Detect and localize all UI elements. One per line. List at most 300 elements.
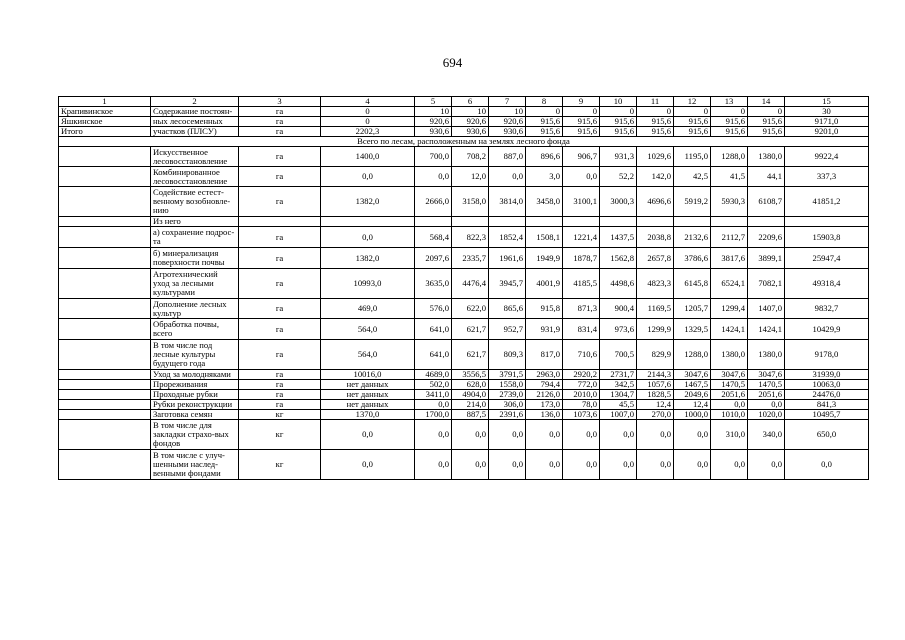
value-cell: 772,0	[563, 380, 600, 390]
value-cell: 0,0	[637, 420, 674, 450]
value-cell: 5930,3	[711, 187, 748, 217]
value-cell: нет данных	[321, 390, 415, 400]
table-row	[59, 390, 869, 400]
unit: га	[239, 319, 321, 340]
value-cell: 310,0	[711, 420, 748, 450]
value-cell: 628,0	[452, 380, 489, 390]
value-cell: 0,0	[452, 420, 489, 450]
value-cell: 817,0	[526, 340, 563, 370]
empty-cell	[59, 269, 151, 299]
value-cell: 2038,8	[637, 227, 674, 248]
value-cell	[785, 217, 869, 227]
value-cell: 1205,7	[674, 299, 711, 319]
value-cell: 214,0	[452, 400, 489, 410]
value-cell: 469,0	[321, 299, 415, 319]
value-cell: 10016,0	[321, 370, 415, 380]
value-cell: 1407,0	[748, 299, 785, 319]
value-cell: 2731,7	[600, 370, 637, 380]
value-cell: 896,6	[526, 147, 563, 167]
activity-name: Уход за молодняками	[151, 370, 239, 380]
table-row	[59, 107, 869, 117]
value-cell: 641,0	[415, 319, 452, 340]
value-cell: 2666,0	[415, 187, 452, 217]
activity-name: В том числе для закладки страхо-вых фондов	[151, 420, 239, 450]
value-cell: 25947,4	[785, 248, 869, 269]
value-cell: 6524,1	[711, 269, 748, 299]
value-cell: 4689,0	[415, 370, 452, 380]
value-cell: 24476,0	[785, 390, 869, 400]
empty-cell	[59, 410, 151, 420]
value-cell: 41851,2	[785, 187, 869, 217]
activity-name: Рубки реконструкции	[151, 400, 239, 410]
section-row	[59, 137, 869, 147]
value-cell: 0,0	[748, 400, 785, 410]
value-cell: 0,0	[563, 167, 600, 187]
activity-name: Агротехнический уход за лесными культурами	[151, 269, 239, 299]
value-cell: 650,0	[785, 420, 869, 450]
value-cell: нет данных	[321, 380, 415, 390]
table-row	[59, 227, 869, 248]
value-cell: 0,0	[785, 450, 869, 480]
value-cell: 1020,0	[748, 410, 785, 420]
value-cell: 708,2	[452, 147, 489, 167]
value-cell: 900,4	[600, 299, 637, 319]
value-cell: 9832,7	[785, 299, 869, 319]
value-cell: 9171,0	[785, 117, 869, 127]
value-cell: 1010,0	[711, 410, 748, 420]
column-number: 2	[151, 97, 239, 107]
value-cell: 0,0	[321, 420, 415, 450]
table-row	[59, 269, 869, 299]
value-cell	[748, 217, 785, 227]
value-cell: 44,1	[748, 167, 785, 187]
table-row	[59, 410, 869, 420]
value-cell: 3158,0	[452, 187, 489, 217]
value-cell: 340,0	[748, 420, 785, 450]
value-cell: 3945,7	[489, 269, 526, 299]
value-cell: 0,0	[674, 450, 711, 480]
value-cell: 930,6	[452, 127, 489, 137]
value-cell	[489, 217, 526, 227]
activity-name: Заготовка семян	[151, 410, 239, 420]
value-cell: 1007,0	[600, 410, 637, 420]
district-name: Яшкинское	[59, 117, 151, 127]
value-cell: 270,0	[637, 410, 674, 420]
value-cell: 10	[415, 107, 452, 117]
table-row	[59, 127, 869, 137]
value-cell: 920,6	[415, 117, 452, 127]
unit: га	[239, 167, 321, 187]
value-cell	[637, 217, 674, 227]
value-cell	[452, 217, 489, 227]
value-cell: 621,7	[452, 340, 489, 370]
unit: га	[239, 370, 321, 380]
value-cell: 1029,6	[637, 147, 674, 167]
empty-cell	[59, 227, 151, 248]
activity-name: Искусственное лесовосстановление	[151, 147, 239, 167]
value-cell: 2657,8	[637, 248, 674, 269]
value-cell: 952,7	[489, 319, 526, 340]
value-cell: 4696,6	[637, 187, 674, 217]
value-cell: 915,6	[600, 127, 637, 137]
value-cell: 337,3	[785, 167, 869, 187]
unit: га	[239, 299, 321, 319]
empty-cell	[59, 340, 151, 370]
activity-name: В том числе с улуч-шенными наслед-венными фондами	[151, 450, 239, 480]
value-cell: 0	[711, 107, 748, 117]
value-cell: 1380,0	[748, 340, 785, 370]
table-row	[59, 380, 869, 390]
value-cell: 2202,3	[321, 127, 415, 137]
value-cell: 2049,6	[674, 390, 711, 400]
table-row	[59, 400, 869, 410]
activity-name: Содержание постоян-	[151, 107, 239, 117]
value-cell: 920,6	[452, 117, 489, 127]
value-cell: 12,0	[452, 167, 489, 187]
value-cell: 6145,8	[674, 269, 711, 299]
value-cell: 3458,0	[526, 187, 563, 217]
value-cell: 2097,6	[415, 248, 452, 269]
value-cell: 1299,9	[637, 319, 674, 340]
value-cell: 1508,1	[526, 227, 563, 248]
value-cell: 0,0	[321, 227, 415, 248]
column-number: 13	[711, 97, 748, 107]
unit: га	[239, 117, 321, 127]
unit: га	[239, 269, 321, 299]
value-cell: 0,0	[748, 450, 785, 480]
value-cell: 1299,4	[711, 299, 748, 319]
value-cell: 1558,0	[489, 380, 526, 390]
value-cell: 1221,4	[563, 227, 600, 248]
column-number: 8	[526, 97, 563, 107]
value-cell: 1288,0	[711, 147, 748, 167]
value-cell: 1380,0	[711, 340, 748, 370]
empty-cell	[59, 450, 151, 480]
value-cell: 1700,0	[415, 410, 452, 420]
value-cell: 173,0	[526, 400, 563, 410]
value-cell: 0,0	[711, 400, 748, 410]
unit: кг	[239, 420, 321, 450]
value-cell: 1000,0	[674, 410, 711, 420]
table-row	[59, 340, 869, 370]
value-cell: 930,6	[415, 127, 452, 137]
activity-name: В том числе под лесные культуры будущего года	[151, 340, 239, 370]
value-cell: 0	[321, 117, 415, 127]
value-cell: 865,6	[489, 299, 526, 319]
value-cell: 4476,4	[452, 269, 489, 299]
table-row	[59, 167, 869, 187]
value-cell: 0,0	[674, 420, 711, 450]
unit: га	[239, 127, 321, 137]
unit: га	[239, 390, 321, 400]
page-number: 694	[442, 55, 463, 70]
value-cell: 12,4	[637, 400, 674, 410]
value-cell: 915,8	[526, 299, 563, 319]
value-cell: 915,6	[637, 117, 674, 127]
value-cell: 9178,0	[785, 340, 869, 370]
column-number: 5	[415, 97, 452, 107]
table-row	[59, 319, 869, 340]
value-cell: 49318,4	[785, 269, 869, 299]
activity-name: Проходные рубки	[151, 390, 239, 400]
value-cell: 10063,0	[785, 380, 869, 390]
value-cell: 3411,0	[415, 390, 452, 400]
value-cell: 1380,0	[748, 147, 785, 167]
header-row	[59, 97, 869, 107]
value-cell: 6108,7	[748, 187, 785, 217]
value-cell: 78,0	[563, 400, 600, 410]
value-cell: 0	[674, 107, 711, 117]
value-cell: 4185,5	[563, 269, 600, 299]
value-cell: 31939,0	[785, 370, 869, 380]
value-cell: 0	[748, 107, 785, 117]
activity-name: Комбинированное лесовосстановление	[151, 167, 239, 187]
forest-activities-table	[58, 96, 869, 480]
table-row	[59, 299, 869, 319]
value-cell: 306,0	[489, 400, 526, 410]
value-cell: 1288,0	[674, 340, 711, 370]
column-number: 10	[600, 97, 637, 107]
value-cell: 906,7	[563, 147, 600, 167]
table-row	[59, 217, 869, 227]
value-cell: 3556,5	[452, 370, 489, 380]
value-cell: 52,2	[600, 167, 637, 187]
value-cell: 0,0	[637, 450, 674, 480]
value-cell: 9201,0	[785, 127, 869, 137]
value-cell: 809,3	[489, 340, 526, 370]
value-cell: 2209,6	[748, 227, 785, 248]
empty-cell	[59, 370, 151, 380]
value-cell: 3,0	[526, 167, 563, 187]
value-cell: 4001,9	[526, 269, 563, 299]
value-cell: 0	[563, 107, 600, 117]
value-cell: 1304,7	[600, 390, 637, 400]
value-cell: 2051,6	[748, 390, 785, 400]
empty-cell	[59, 380, 151, 390]
activity-name: а) сохранение подрос-та	[151, 227, 239, 248]
empty-cell	[59, 400, 151, 410]
value-cell	[674, 217, 711, 227]
unit	[239, 217, 321, 227]
value-cell: 10	[452, 107, 489, 117]
activity-name: Из него	[151, 217, 239, 227]
value-cell: 1382,0	[321, 187, 415, 217]
value-cell: 10993,0	[321, 269, 415, 299]
value-cell: 2112,7	[711, 227, 748, 248]
value-cell: 4904,0	[452, 390, 489, 400]
unit: га	[239, 340, 321, 370]
table-row	[59, 147, 869, 167]
value-cell: 1057,6	[637, 380, 674, 390]
value-cell	[563, 217, 600, 227]
value-cell: 3814,0	[489, 187, 526, 217]
value-cell: 915,6	[711, 117, 748, 127]
value-cell: 2144,3	[637, 370, 674, 380]
value-cell: 887,5	[452, 410, 489, 420]
value-cell: 3817,6	[711, 248, 748, 269]
empty-cell	[59, 147, 151, 167]
activity-name: б) минерализация поверхности почвы	[151, 248, 239, 269]
empty-cell	[59, 187, 151, 217]
value-cell: 4498,6	[600, 269, 637, 299]
value-cell: 0	[600, 107, 637, 117]
value-cell: 564,0	[321, 319, 415, 340]
value-cell: 41,5	[711, 167, 748, 187]
value-cell: 0,0	[489, 450, 526, 480]
empty-cell	[59, 390, 151, 400]
value-cell: 1470,5	[711, 380, 748, 390]
value-cell: 7082,1	[748, 269, 785, 299]
column-number: 14	[748, 97, 785, 107]
value-cell: 502,0	[415, 380, 452, 390]
column-number: 3	[239, 97, 321, 107]
value-cell: 0,0	[489, 167, 526, 187]
value-cell: 915,6	[563, 127, 600, 137]
activity-name: Прореживания	[151, 380, 239, 390]
value-cell: 1382,0	[321, 248, 415, 269]
value-cell	[526, 217, 563, 227]
value-cell: 3899,1	[748, 248, 785, 269]
value-cell: 829,9	[637, 340, 674, 370]
value-cell: 5919,2	[674, 187, 711, 217]
value-cell: 700,0	[415, 147, 452, 167]
column-number: 1	[59, 97, 151, 107]
unit: га	[239, 227, 321, 248]
value-cell: 915,6	[711, 127, 748, 137]
activity-name: ных лесосеменных	[151, 117, 239, 127]
table-row	[59, 420, 869, 450]
value-cell: 0,0	[321, 450, 415, 480]
value-cell: 841,3	[785, 400, 869, 410]
value-cell: 2126,0	[526, 390, 563, 400]
value-cell: 822,3	[452, 227, 489, 248]
value-cell: 3047,6	[748, 370, 785, 380]
value-cell: 2010,0	[563, 390, 600, 400]
value-cell: 915,6	[600, 117, 637, 127]
value-cell	[600, 217, 637, 227]
table-row	[59, 117, 869, 127]
value-cell	[711, 217, 748, 227]
table-row	[59, 248, 869, 269]
value-cell: 564,0	[321, 340, 415, 370]
value-cell: 142,0	[637, 167, 674, 187]
value-cell: 0,0	[600, 420, 637, 450]
unit: га	[239, 147, 321, 167]
value-cell: 0,0	[415, 450, 452, 480]
empty-cell	[59, 319, 151, 340]
unit: кг	[239, 450, 321, 480]
value-cell: 915,6	[526, 117, 563, 127]
empty-cell	[59, 217, 151, 227]
value-cell: 1467,5	[674, 380, 711, 390]
value-cell: 0	[526, 107, 563, 117]
value-cell: 0,0	[600, 450, 637, 480]
table-row	[59, 450, 869, 480]
value-cell: 1195,0	[674, 147, 711, 167]
value-cell: 931,3	[600, 147, 637, 167]
empty-cell	[59, 167, 151, 187]
value-cell: 621,7	[452, 319, 489, 340]
value-cell: 710,6	[563, 340, 600, 370]
value-cell: 2739,0	[489, 390, 526, 400]
value-cell: 0	[637, 107, 674, 117]
value-cell: 0,0	[526, 450, 563, 480]
value-cell: 1852,4	[489, 227, 526, 248]
empty-cell	[59, 248, 151, 269]
column-number: 7	[489, 97, 526, 107]
value-cell: 2920,2	[563, 370, 600, 380]
value-cell: 915,6	[674, 117, 711, 127]
value-cell: 2963,0	[526, 370, 563, 380]
value-cell: 0,0	[415, 420, 452, 450]
value-cell: 42,5	[674, 167, 711, 187]
value-cell: 576,0	[415, 299, 452, 319]
value-cell: 3786,6	[674, 248, 711, 269]
value-cell	[415, 217, 452, 227]
value-cell: 887,0	[489, 147, 526, 167]
table-row	[59, 187, 869, 217]
value-cell: нет данных	[321, 400, 415, 410]
value-cell: 3791,5	[489, 370, 526, 380]
value-cell: 0	[321, 107, 415, 117]
unit: га	[239, 248, 321, 269]
value-cell: 915,6	[674, 127, 711, 137]
value-cell: 915,6	[526, 127, 563, 137]
value-cell: 641,0	[415, 340, 452, 370]
value-cell: 871,3	[563, 299, 600, 319]
value-cell: 10	[489, 107, 526, 117]
value-cell: 9922,4	[785, 147, 869, 167]
district-name: Итого	[59, 127, 151, 137]
value-cell: 920,6	[489, 117, 526, 127]
value-cell: 45,5	[600, 400, 637, 410]
value-cell: 915,6	[748, 117, 785, 127]
value-cell: 622,0	[452, 299, 489, 319]
value-cell: 0,0	[415, 400, 452, 410]
value-cell: 3047,6	[674, 370, 711, 380]
unit: кг	[239, 410, 321, 420]
value-cell: 1562,8	[600, 248, 637, 269]
value-cell: 4823,3	[637, 269, 674, 299]
value-cell: 930,6	[489, 127, 526, 137]
unit: га	[239, 380, 321, 390]
value-cell: 30	[785, 107, 869, 117]
activity-name: участков (ПЛСУ)	[151, 127, 239, 137]
table-row	[59, 370, 869, 380]
value-cell: 1424,1	[748, 319, 785, 340]
column-number: 9	[563, 97, 600, 107]
value-cell: 136,0	[526, 410, 563, 420]
value-cell: 342,5	[600, 380, 637, 390]
value-cell: 10429,9	[785, 319, 869, 340]
activity-name: Обработка почвы, всего	[151, 319, 239, 340]
value-cell: 973,6	[600, 319, 637, 340]
value-cell: 3047,6	[711, 370, 748, 380]
value-cell: 0,0	[711, 450, 748, 480]
value-cell: 1437,5	[600, 227, 637, 248]
value-cell: 1370,0	[321, 410, 415, 420]
empty-cell	[59, 420, 151, 450]
value-cell: 0,0	[563, 420, 600, 450]
value-cell: 0,0	[415, 167, 452, 187]
value-cell: 1470,5	[748, 380, 785, 390]
column-number: 11	[637, 97, 674, 107]
empty-cell	[59, 299, 151, 319]
value-cell: 915,6	[748, 127, 785, 137]
column-number: 4	[321, 97, 415, 107]
value-cell: 1169,5	[637, 299, 674, 319]
section-title: Всего по лесам, расположенным на землях лесного фонда	[59, 137, 869, 147]
